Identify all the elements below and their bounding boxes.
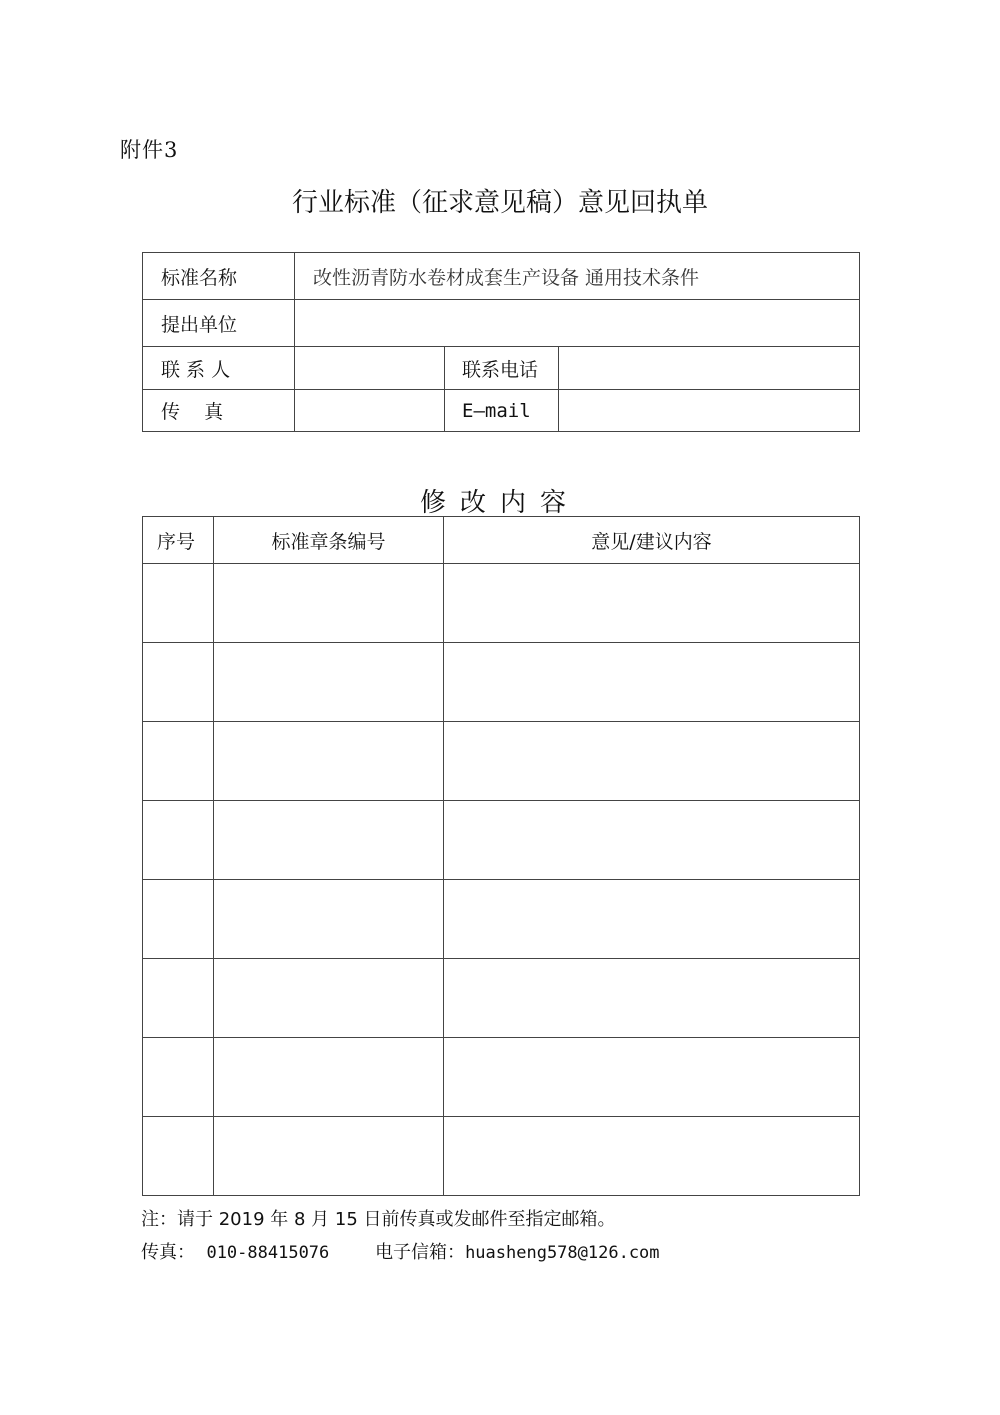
column-header-opinion: 意见/建议内容 [444, 517, 860, 564]
submitter-field[interactable] [295, 300, 860, 347]
seq-cell[interactable] [143, 1038, 214, 1117]
page-title: 行业标准（征求意见稿）意见回执单 [291, 188, 708, 218]
attachment-label: 附件3 [120, 138, 179, 162]
opinion-cell[interactable] [444, 643, 860, 722]
clause-cell[interactable] [214, 959, 444, 1038]
info-row-contact [143, 347, 860, 390]
email-note-label: 电子信箱： [375, 1242, 466, 1263]
table-row [143, 1038, 860, 1117]
deadline-note: 注：请于 2019 年 8 月 15 日前传真或发邮件至指定邮箱。 [141, 1209, 616, 1230]
section-title: 修改内容 [419, 488, 580, 518]
standard-name-label: 标准名称 [143, 253, 295, 300]
clause-cell[interactable] [214, 880, 444, 959]
table-row [143, 1117, 860, 1196]
fax-number: 010-88415076 [206, 1243, 330, 1263]
submitter-label: 提出单位 [143, 300, 295, 347]
opinion-cell[interactable] [444, 564, 860, 643]
info-row-submitter [143, 300, 860, 347]
table-row [143, 722, 860, 801]
contact-note [141, 1238, 660, 1264]
info-row-standard-name [143, 253, 860, 300]
clause-cell[interactable] [214, 1038, 444, 1117]
table-row [143, 643, 860, 722]
fax-field[interactable] [295, 390, 445, 432]
opinion-cell[interactable] [444, 801, 860, 880]
fax-note-label: 传真： [141, 1242, 195, 1263]
seq-cell[interactable] [143, 880, 214, 959]
opinion-cell[interactable] [444, 1117, 860, 1196]
table-row [143, 564, 860, 643]
seq-cell[interactable] [143, 959, 214, 1038]
table-row [143, 959, 860, 1038]
table-header-row [143, 517, 860, 564]
clause-cell[interactable] [214, 1117, 444, 1196]
standard-name-value[interactable]: 改性沥青防水卷材成套生产设备 通用技术条件 [295, 253, 860, 300]
info-row-fax [143, 390, 860, 432]
opinion-cell[interactable] [444, 959, 860, 1038]
seq-cell[interactable] [143, 722, 214, 801]
phone-field[interactable] [559, 347, 860, 390]
column-header-seq: 序号 [143, 517, 214, 564]
clause-cell[interactable] [214, 801, 444, 880]
opinion-cell[interactable] [444, 1038, 860, 1117]
seq-cell[interactable] [143, 1117, 214, 1196]
column-header-clause: 标准章条编号 [214, 517, 444, 564]
seq-cell[interactable] [143, 643, 214, 722]
seq-cell[interactable] [143, 801, 214, 880]
email-field[interactable] [559, 390, 860, 432]
clause-cell[interactable] [214, 722, 444, 801]
table-row [143, 880, 860, 959]
phone-label: 联系电话 [445, 347, 559, 390]
email-address[interactable]: huasheng578@126.com [465, 1243, 660, 1263]
contact-label: 联 系 人 [143, 347, 295, 390]
clause-cell[interactable] [214, 564, 444, 643]
contact-field[interactable] [295, 347, 445, 390]
opinion-cell[interactable] [444, 880, 860, 959]
seq-cell[interactable] [143, 564, 214, 643]
info-table [142, 252, 860, 432]
email-label: E—mail [445, 390, 559, 432]
table-row [143, 801, 860, 880]
clause-cell[interactable] [214, 643, 444, 722]
opinion-cell[interactable] [444, 722, 860, 801]
fax-label: 传 真 [143, 390, 295, 432]
modification-table [142, 516, 860, 1196]
